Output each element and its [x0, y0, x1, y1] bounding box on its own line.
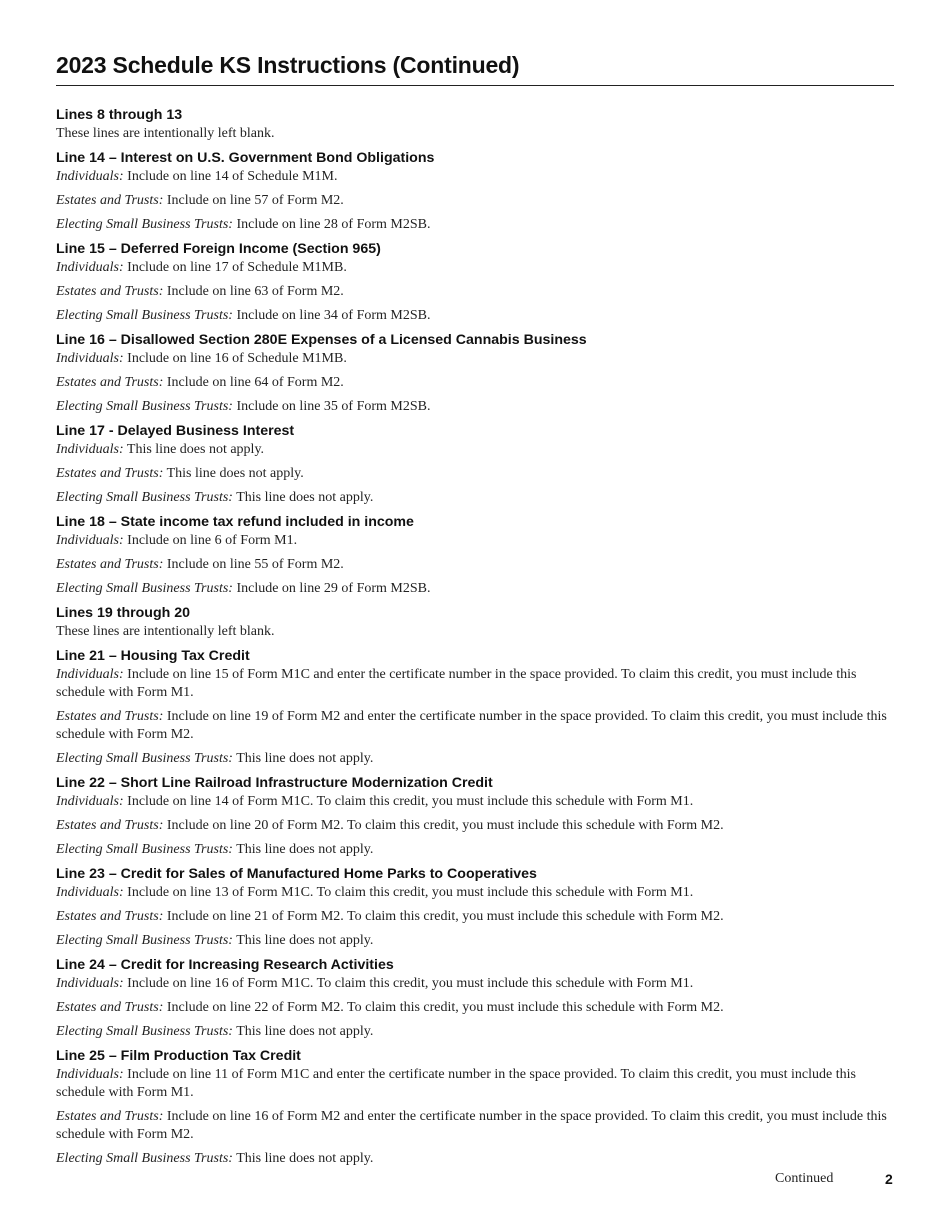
instruction-paragraph	[56, 841, 894, 859]
section-heading: Line 24 – Credit for Increasing Research Activities	[56, 957, 394, 973]
instruction-text: Include on line 63 of Form M2.	[166, 284, 344, 299]
instruction-section	[56, 956, 894, 1041]
filer-type-label: Individuals:	[56, 667, 124, 682]
instruction-section	[56, 604, 894, 641]
section-heading: Line 14 – Interest on U.S. Government Bond Obligations	[56, 150, 435, 166]
instruction-text: Include on line 29 of Form M2SB.	[236, 581, 431, 596]
instruction-paragraph	[56, 884, 894, 902]
instruction-paragraph	[56, 259, 894, 277]
filer-type-label: Electing Small Business Trusts:	[56, 217, 233, 232]
instruction-paragraph	[56, 374, 894, 392]
instruction-section	[56, 149, 894, 234]
filer-type-label: Electing Small Business Trusts:	[56, 842, 233, 857]
filer-type-label: Estates and Trusts:	[56, 466, 164, 481]
instruction-paragraph	[56, 908, 894, 926]
instruction-text: Include on line 57 of Form M2.	[166, 193, 344, 208]
instruction-text: Include on line 55 of Form M2.	[166, 557, 344, 572]
instruction-paragraph	[56, 1108, 894, 1144]
filer-type-label: Estates and Trusts:	[56, 1000, 164, 1015]
instruction-text: These lines are intentionally left blank.	[56, 624, 275, 639]
filer-type-label: Estates and Trusts:	[56, 284, 164, 299]
filer-type-label: Estates and Trusts:	[56, 557, 164, 572]
filer-type-label: Electing Small Business Trusts:	[56, 490, 233, 505]
instruction-paragraph	[56, 750, 894, 768]
instruction-section	[56, 331, 894, 416]
filer-type-label: Estates and Trusts:	[56, 709, 164, 724]
instruction-text: Include on line 16 of Schedule M1MB.	[127, 351, 347, 366]
instruction-text: This line does not apply.	[126, 442, 265, 457]
instruction-paragraph	[56, 465, 894, 483]
section-heading: Line 25 – Film Production Tax Credit	[56, 1048, 301, 1064]
section-heading: Line 22 – Short Line Railroad Infrastructure Modernization Credit	[56, 775, 493, 791]
instruction-text: This line does not apply.	[166, 466, 304, 481]
instruction-text: This line does not apply.	[236, 1024, 374, 1039]
filer-type-label: Estates and Trusts:	[56, 193, 164, 208]
instruction-section	[56, 240, 894, 325]
filer-type-label: Individuals:	[56, 976, 124, 991]
instruction-paragraph	[56, 441, 894, 459]
instruction-text: Include on line 6 of Form M1.	[127, 533, 298, 548]
instruction-text: This line does not apply.	[236, 1151, 374, 1166]
instruction-text: Include on line 15 of Form M1C and enter the certificate number in the space provided. To claim this credit, you must include this schedule with Form M1.	[56, 667, 857, 700]
filer-type-label: Individuals:	[56, 794, 124, 809]
instruction-paragraph	[56, 216, 894, 234]
instruction-paragraph	[56, 580, 894, 598]
instruction-text: This line does not apply.	[236, 933, 374, 948]
instruction-paragraph	[56, 817, 894, 835]
instruction-text: Include on line 17 of Schedule M1MB.	[127, 260, 347, 275]
instruction-text: Include on line 34 of Form M2SB.	[236, 308, 431, 323]
document-page	[56, 52, 894, 1174]
filer-type-label: Estates and Trusts:	[56, 375, 164, 390]
section-heading: Line 16 – Disallowed Section 280E Expenses of a Licensed Cannabis Business	[56, 332, 587, 348]
instruction-paragraph	[56, 1023, 894, 1041]
instruction-text: This line does not apply.	[236, 842, 374, 857]
instruction-text: Include on line 16 of Form M1C. To claim this credit, you must include this schedule with Form M1.	[127, 976, 694, 991]
continued-label: Continued	[775, 1171, 834, 1186]
filer-type-label: Estates and Trusts:	[56, 1109, 164, 1124]
instruction-text: Include on line 22 of Form M2. To claim this credit, you must include this schedule with Form M2.	[166, 1000, 724, 1015]
instruction-sections	[56, 106, 894, 1168]
instruction-paragraph	[56, 283, 894, 301]
instruction-text: Include on line 35 of Form M2SB.	[236, 399, 431, 414]
instruction-paragraph	[56, 398, 894, 416]
instruction-paragraph	[56, 1150, 894, 1168]
instruction-text: Include on line 16 of Form M2 and enter the certificate number in the space provided. To claim this credit, you must include this schedule with Form M2.	[56, 1109, 887, 1142]
instruction-text: Include on line 64 of Form M2.	[166, 375, 344, 390]
section-heading: Line 21 – Housing Tax Credit	[56, 648, 250, 664]
instruction-paragraph	[56, 708, 894, 744]
instruction-section	[56, 865, 894, 950]
instruction-paragraph	[56, 350, 894, 368]
instruction-text: This line does not apply.	[236, 751, 374, 766]
instruction-paragraph	[56, 1066, 894, 1102]
instruction-text: Include on line 19 of Form M2 and enter the certificate number in the space provided. To claim this credit, you must include this schedule with Form M2.	[56, 709, 887, 742]
filer-type-label: Electing Small Business Trusts:	[56, 399, 233, 414]
instruction-paragraph	[56, 666, 894, 702]
filer-type-label: Individuals:	[56, 260, 124, 275]
instruction-section	[56, 513, 894, 598]
instruction-paragraph	[56, 168, 894, 186]
instruction-paragraph	[56, 975, 894, 993]
section-heading: Line 15 – Deferred Foreign Income (Section 965)	[56, 241, 381, 257]
filer-type-label: Individuals:	[56, 1067, 124, 1082]
filer-type-label: Electing Small Business Trusts:	[56, 933, 233, 948]
instruction-text: Include on line 11 of Form M1C and enter the certificate number in the space provided. To claim this credit, you must include this schedule with Form M1.	[56, 1067, 856, 1100]
instruction-section	[56, 774, 894, 859]
instruction-section	[56, 1047, 894, 1168]
filer-type-label: Estates and Trusts:	[56, 818, 164, 833]
section-heading: Line 23 – Credit for Sales of Manufactured Home Parks to Cooperatives	[56, 866, 537, 882]
instruction-paragraph	[56, 307, 894, 325]
instruction-paragraph	[56, 623, 894, 641]
instruction-paragraph	[56, 793, 894, 811]
instruction-text: Include on line 14 of Schedule M1M.	[127, 169, 338, 184]
instruction-text: Include on line 13 of Form M1C. To claim this credit, you must include this schedule with Form M1.	[127, 885, 694, 900]
filer-type-label: Electing Small Business Trusts:	[56, 1151, 233, 1166]
instruction-section	[56, 647, 894, 768]
instruction-text: Include on line 14 of Form M1C. To claim this credit, you must include this schedule with Form M1.	[127, 794, 694, 809]
instruction-paragraph	[56, 532, 894, 550]
filer-type-label: Electing Small Business Trusts:	[56, 1024, 233, 1039]
instruction-paragraph	[56, 556, 894, 574]
filer-type-label: Electing Small Business Trusts:	[56, 751, 233, 766]
section-heading: Lines 19 through 20	[56, 605, 191, 621]
instruction-paragraph	[56, 932, 894, 950]
instruction-text: This line does not apply.	[236, 490, 374, 505]
filer-type-label: Electing Small Business Trusts:	[56, 308, 233, 323]
instruction-text: Include on line 21 of Form M2. To claim this credit, you must include this schedule with Form M2.	[166, 909, 724, 924]
instruction-text: These lines are intentionally left blank.	[56, 126, 275, 141]
page-title: 2023 Schedule KS Instructions (Continued)	[56, 52, 894, 86]
filer-type-label: Individuals:	[56, 169, 124, 184]
instruction-paragraph	[56, 125, 894, 143]
filer-type-label: Electing Small Business Trusts:	[56, 581, 233, 596]
instruction-paragraph	[56, 192, 894, 210]
section-heading: Line 17 - Delayed Business Interest	[56, 423, 295, 439]
instruction-text: Include on line 20 of Form M2. To claim this credit, you must include this schedule with Form M2.	[166, 818, 724, 833]
instruction-text: Include on line 28 of Form M2SB.	[236, 217, 431, 232]
filer-type-label: Individuals:	[56, 442, 124, 457]
instruction-section	[56, 422, 894, 507]
filer-type-label: Individuals:	[56, 533, 124, 548]
filer-type-label: Individuals:	[56, 351, 124, 366]
filer-type-label: Individuals:	[56, 885, 124, 900]
instruction-section	[56, 106, 894, 143]
filer-type-label: Estates and Trusts:	[56, 909, 164, 924]
page-number: 2	[885, 1171, 893, 1187]
instruction-paragraph	[56, 489, 894, 507]
section-heading: Line 18 – State income tax refund included in income	[56, 514, 414, 530]
section-heading: Lines 8 through 13	[56, 107, 183, 123]
instruction-paragraph	[56, 999, 894, 1017]
